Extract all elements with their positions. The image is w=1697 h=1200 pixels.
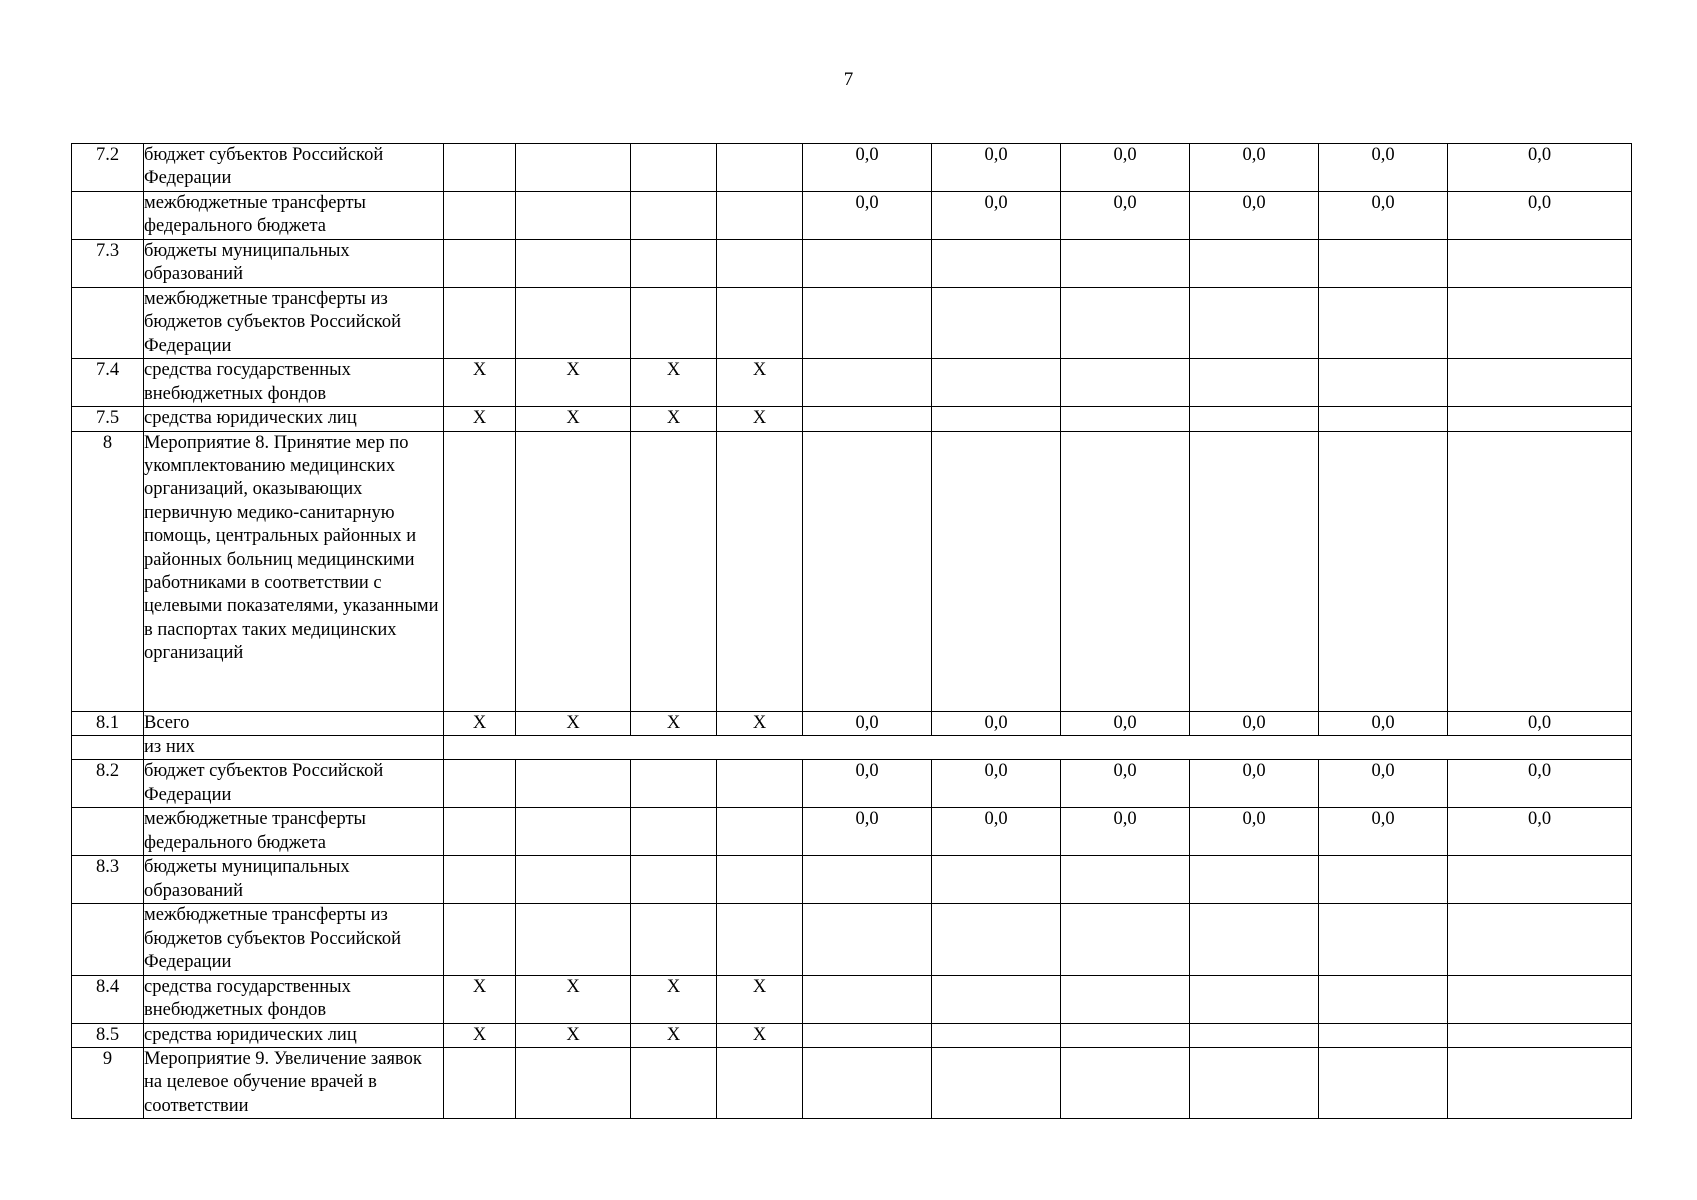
mark-cell [444,808,516,856]
value-cell [803,407,932,431]
table-row [72,808,1632,856]
value-cell [803,856,932,904]
row-number: 8 [72,431,144,711]
row-description: межбюджетные трансферты федерального бюджета [144,808,444,856]
mark-cell: X [717,1023,803,1047]
mark-cell [516,288,631,359]
value-cell: 0,0 [1061,144,1190,192]
mark-cell [717,856,803,904]
table-row [72,240,1632,288]
mark-cell [516,144,631,192]
value-cell: 0,0 [932,192,1061,240]
table-row [72,407,1632,431]
mark-cell: X [516,1023,631,1047]
row-description: межбюджетные трансферты из бюджетов субъектов Российской Федерации [144,904,444,975]
value-cell [1061,975,1190,1023]
value-cell [1190,431,1319,711]
value-cell: 0,0 [1319,144,1448,192]
mark-cell [717,904,803,975]
mark-cell: X [516,711,631,735]
row-description: бюджеты муниципальных образований [144,856,444,904]
row-number: 7.4 [72,359,144,407]
value-cell: 0,0 [1448,192,1632,240]
value-cell [1319,431,1448,711]
mark-cell [631,808,717,856]
row-number: 8.5 [72,1023,144,1047]
mark-cell [717,431,803,711]
value-cell [1190,240,1319,288]
row-number [72,288,144,359]
mark-cell [516,240,631,288]
value-cell [1061,904,1190,975]
table-row [72,359,1632,407]
value-cell: 0,0 [932,808,1061,856]
row-description: бюджет субъектов Российской Федерации [144,760,444,808]
value-cell [932,1023,1061,1047]
row-number [72,904,144,975]
value-cell [803,431,932,711]
value-cell [932,856,1061,904]
mark-cell [717,1048,803,1119]
value-cell: 0,0 [1319,192,1448,240]
row-number: 8.4 [72,975,144,1023]
value-cell: 0,0 [1061,192,1190,240]
table-row [72,192,1632,240]
value-cell: 0,0 [1190,711,1319,735]
mark-cell [444,192,516,240]
value-cell [932,240,1061,288]
row-description: межбюджетные трансферты федерального бюджета [144,192,444,240]
mark-cell [444,288,516,359]
value-cell: 0,0 [932,711,1061,735]
mark-cell [717,808,803,856]
value-cell [1319,359,1448,407]
mark-cell [717,144,803,192]
value-cell [1061,1023,1190,1047]
row-description: средства государственных внебюджетных фондов [144,975,444,1023]
value-cell [1448,975,1632,1023]
row-number [72,192,144,240]
mark-cell: X [717,359,803,407]
value-cell [1448,1048,1632,1119]
value-cell [803,904,932,975]
value-cell: 0,0 [1190,144,1319,192]
value-cell: 0,0 [803,711,932,735]
mark-cell: X [516,359,631,407]
mark-cell: X [631,975,717,1023]
mark-cell [717,192,803,240]
row-description: из них [144,736,444,760]
mark-cell [516,192,631,240]
value-cell [932,904,1061,975]
value-cell [1319,240,1448,288]
value-cell [1319,975,1448,1023]
row-description: бюджет субъектов Российской Федерации [144,144,444,192]
budget-table [71,143,1632,1119]
mark-cell [444,144,516,192]
value-cell: 0,0 [1448,144,1632,192]
value-cell: 0,0 [1061,711,1190,735]
value-cell [1061,431,1190,711]
value-cell: 0,0 [1190,808,1319,856]
value-cell: 0,0 [803,808,932,856]
mark-cell [631,856,717,904]
mark-cell [631,144,717,192]
mark-cell: X [516,407,631,431]
mark-cell [631,904,717,975]
mark-cell [631,760,717,808]
value-cell [1448,904,1632,975]
value-cell [1448,856,1632,904]
table-row [72,856,1632,904]
row-number: 8.1 [72,711,144,735]
row-description: Всего [144,711,444,735]
mark-cell [516,856,631,904]
mark-cell: X [516,975,631,1023]
row-description: Мероприятие 8. Принятие мер по укомплектованию медицинских организаций, оказывающих первичную медико-санитарную помощь, центральных районных и районных больниц медицинскими работниками в соответствии с целевыми показателями, указанными в паспортах таких медицинских организаций [144,431,444,711]
mark-cell: X [631,1023,717,1047]
value-cell: 0,0 [1448,711,1632,735]
mark-cell [444,240,516,288]
value-cell [1061,359,1190,407]
mark-cell [631,1048,717,1119]
mark-cell: X [444,407,516,431]
mark-cell [516,1048,631,1119]
value-cell [932,975,1061,1023]
value-cell [932,288,1061,359]
value-cell [932,431,1061,711]
value-cell: 0,0 [1448,760,1632,808]
row-number [72,808,144,856]
value-cell [1190,904,1319,975]
value-cell: 0,0 [1319,808,1448,856]
mark-cell: X [631,407,717,431]
row-number: 9 [72,1048,144,1119]
value-cell [1061,1048,1190,1119]
value-cell: 0,0 [803,192,932,240]
mark-cell [717,760,803,808]
mark-cell [631,431,717,711]
value-cell [803,975,932,1023]
page-number: 7 [843,69,854,90]
table-row [72,1048,1632,1119]
value-cell: 0,0 [932,144,1061,192]
row-number: 7.3 [72,240,144,288]
table-row [72,711,1632,735]
value-cell [1319,288,1448,359]
value-cell [1319,856,1448,904]
value-cell: 0,0 [1061,808,1190,856]
mark-cell [444,904,516,975]
value-cell [1190,1023,1319,1047]
merged-cell [444,736,1632,760]
table-row [72,144,1632,192]
value-cell: 0,0 [803,760,932,808]
row-description: бюджеты муниципальных образований [144,240,444,288]
value-cell: 0,0 [1190,192,1319,240]
value-cell [1319,1023,1448,1047]
value-cell [1319,1048,1448,1119]
row-description: средства юридических лиц [144,1023,444,1047]
table-row [72,1023,1632,1047]
table-row [72,760,1632,808]
mark-cell [717,288,803,359]
value-cell [1061,240,1190,288]
value-cell [1061,856,1190,904]
table-row [72,736,1632,760]
mark-cell [631,288,717,359]
value-cell [1190,856,1319,904]
row-number: 8.3 [72,856,144,904]
value-cell [932,407,1061,431]
table-row [72,431,1632,711]
mark-cell [516,904,631,975]
mark-cell: X [444,359,516,407]
value-cell [1448,431,1632,711]
mark-cell [516,808,631,856]
row-description: Мероприятие 9. Увеличение заявок на целевое обучение врачей в соответствии [144,1048,444,1119]
row-description: средства юридических лиц [144,407,444,431]
mark-cell [444,1048,516,1119]
mark-cell: X [631,359,717,407]
row-number: 8.2 [72,760,144,808]
value-cell [1190,288,1319,359]
value-cell [1319,407,1448,431]
value-cell [803,359,932,407]
mark-cell [717,240,803,288]
mark-cell: X [717,407,803,431]
mark-cell: X [717,711,803,735]
value-cell [803,1023,932,1047]
value-cell: 0,0 [1061,760,1190,808]
mark-cell [631,240,717,288]
table-row [72,975,1632,1023]
mark-cell [516,760,631,808]
value-cell: 0,0 [803,144,932,192]
value-cell [1448,240,1632,288]
table-body [72,144,1632,1119]
mark-cell [444,856,516,904]
value-cell [1448,407,1632,431]
value-cell: 0,0 [1319,760,1448,808]
value-cell: 0,0 [1448,808,1632,856]
value-cell [932,359,1061,407]
row-number: 7.5 [72,407,144,431]
mark-cell: X [631,711,717,735]
value-cell: 0,0 [1319,711,1448,735]
row-number [72,736,144,760]
value-cell [1190,359,1319,407]
row-description: средства государственных внебюджетных фондов [144,359,444,407]
value-cell: 0,0 [932,760,1061,808]
value-cell [1319,904,1448,975]
mark-cell: X [444,975,516,1023]
mark-cell [444,760,516,808]
value-cell [803,1048,932,1119]
mark-cell [444,431,516,711]
row-description: межбюджетные трансферты из бюджетов субъектов Российской Федерации [144,288,444,359]
mark-cell: X [444,1023,516,1047]
value-cell [1448,359,1632,407]
mark-cell [516,431,631,711]
value-cell [1448,1023,1632,1047]
value-cell [1190,407,1319,431]
value-cell [1448,288,1632,359]
value-cell [932,1048,1061,1119]
value-cell [803,240,932,288]
value-cell [1061,288,1190,359]
value-cell: 0,0 [1190,760,1319,808]
row-number: 7.2 [72,144,144,192]
value-cell [1190,975,1319,1023]
table-row [72,904,1632,975]
value-cell [803,288,932,359]
value-cell [1061,407,1190,431]
mark-cell: X [717,975,803,1023]
mark-cell: X [444,711,516,735]
value-cell [1190,1048,1319,1119]
mark-cell [631,192,717,240]
table-row [72,288,1632,359]
